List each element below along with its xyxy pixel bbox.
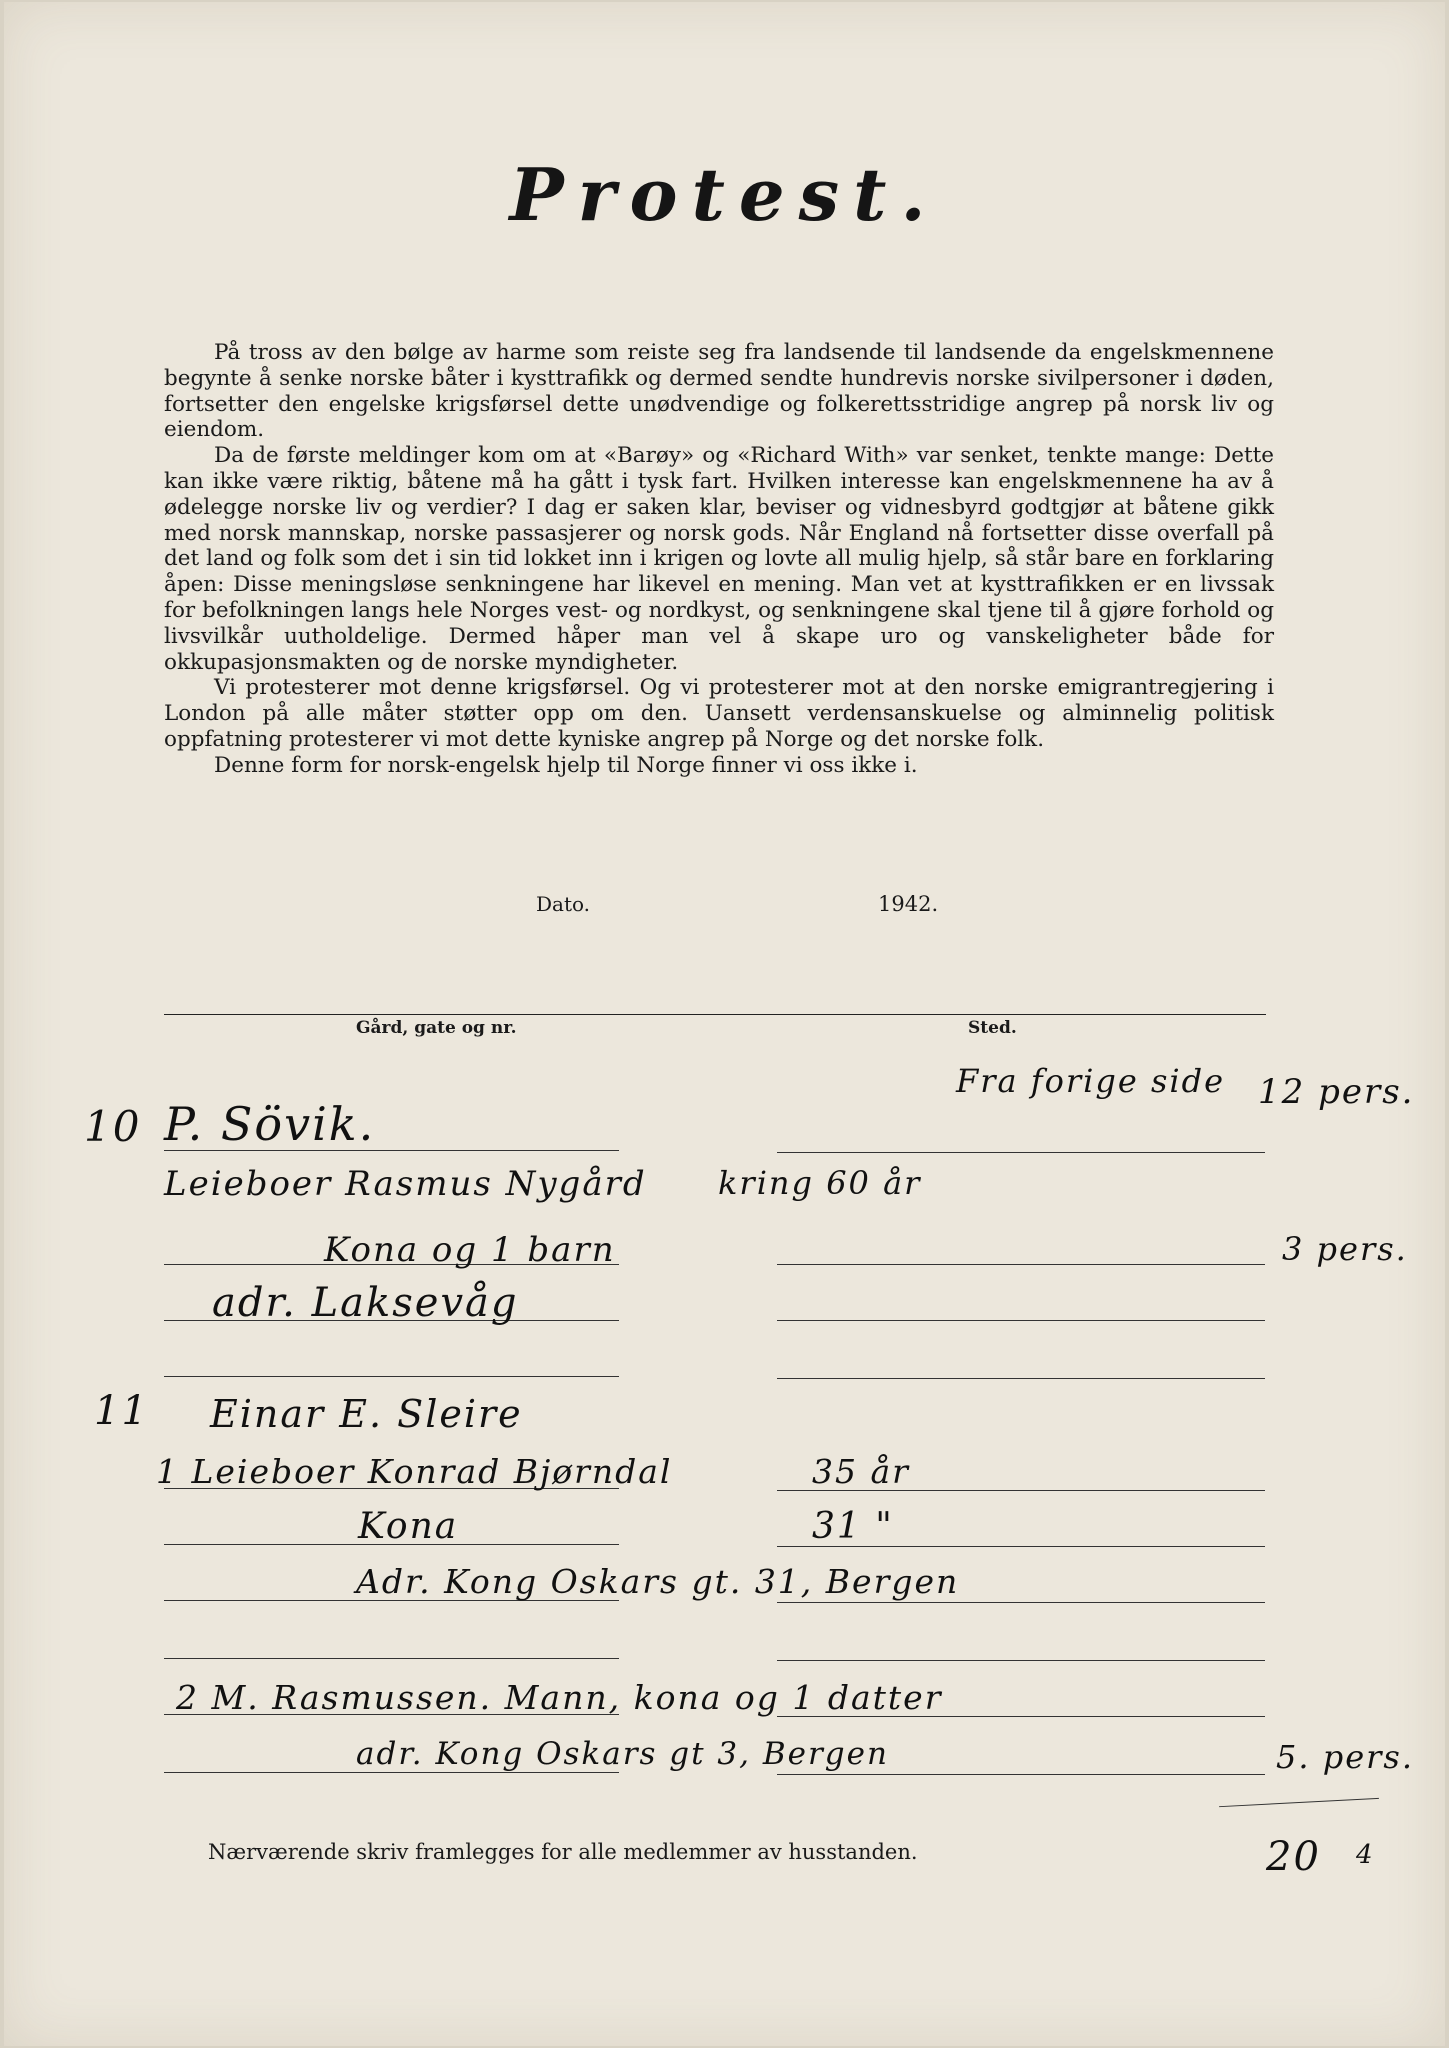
hw-tenant-11: 1 Leieboer Konrad Bjørndal: [156, 1452, 673, 1491]
hw-family-10: Kona og 1 barn: [324, 1230, 616, 1270]
date-label: Dato.: [536, 892, 591, 916]
hw-name-10: P. Sövik.: [164, 1097, 376, 1151]
hw-addr-2: adr. Kong Oskars gt 3, Bergen: [356, 1736, 889, 1772]
hw-age-11: 35 år: [812, 1452, 910, 1491]
hw-addr-10: adr. Laksevåg: [212, 1280, 519, 1326]
place-column-label: Sted.: [968, 1018, 1017, 1038]
hw-age-10: kring 60 år: [718, 1164, 922, 1202]
hw-num-11: 11: [94, 1388, 149, 1434]
hw-count-3: 5. pers.: [1276, 1738, 1415, 1776]
hw-total-sub: 4: [1356, 1840, 1375, 1870]
entry-line: [777, 1660, 1265, 1661]
document-title: Protest.: [509, 152, 940, 237]
entry-line: [777, 1378, 1265, 1379]
hw-wife-11: Kona: [358, 1506, 459, 1547]
paragraph-1: På tross av den bølge av harme som reiste seg fra landsende til landsende da engelskmennene begynte å senke norske båter i kysttrafikk og dermed sendte hundrevis norske sivilpersoner i døden, fortsetter den engelske krigsførsel dette unødvendige og folkerettsstridige angrep på norsk liv og eiendom.: [164, 340, 1274, 443]
hw-count-1: 12 pers.: [1258, 1072, 1415, 1112]
entry-line: [777, 1602, 1265, 1603]
entry-line: [777, 1152, 1265, 1153]
hw-num-10: 10: [84, 1102, 142, 1151]
document-sheet: [4, 2, 1445, 2046]
hw-name-11: Einar E. Sleire: [210, 1392, 523, 1436]
entry-line: [777, 1264, 1265, 1265]
paragraph-3: Vi protesterer mot denne krigsførsel. Og vi protesterer mot at den norske emigrantregjering i London på alle måter støtter opp om den. Uansett verdensanskuelse og alminnelig politisk oppfatning protesterer vi mot dette kyniske angrep på Norge og det norske folk.: [164, 675, 1274, 752]
entry-line: [777, 1320, 1265, 1321]
footer-note: Nærværende skriv framlegges for alle medlemmer av husstanden.: [208, 1840, 918, 1864]
hw-wife-age-11: 31 ": [812, 1506, 894, 1547]
protest-body: [164, 340, 1274, 779]
year-label: 1942.: [878, 892, 939, 916]
paragraph-2: Da de første meldinger kom om at «Barøy» og «Richard With» var senket, tenkte mange: Dette kan ikke være riktig, båtene må ha gått i tysk fart. Hvilken interesse kan engelskmennene ha av å ødelegge norske liv og verdier? I dag er saken klar, beviser og vidnesbyrd godtgjør at båtene gikk med norsk mannskap, norske passasjerer og norsk gods. Når England nå fortsetter disse overfall på det land og folk som det i sin tid lokket inn i krigen og lovte all mulig hjelp, så står bare en forklaring åpen: Disse meningsløse senkningene har likevel en mening. Man vet at kysttrafikken er en livssak for befolkningen langs hele Norges vest- og nordkyst, og senkningene skal tjene til å gjøre forhold og livsvilkår uutholdelige. Dermed håper man vel å skape uro og vanskeligheter både for okkupasjonsmakten og de norske myndigheter.: [164, 443, 1274, 675]
hw-count-2: 3 pers.: [1282, 1230, 1408, 1268]
hw-addr-11: Adr. Kong Oskars gt. 31, Bergen: [356, 1562, 960, 1601]
hw-place-note: Fra forige side: [956, 1062, 1226, 1100]
entry-line: [164, 1772, 619, 1773]
hw-tenant-2: 2 M. Rasmussen. Mann, kona og 1 datter: [176, 1678, 943, 1717]
hw-tenant-10: Leieboer Rasmus Nygård: [164, 1164, 647, 1204]
address-column-label: Gård, gate og nr.: [356, 1018, 517, 1038]
entry-line: [164, 1658, 619, 1659]
entry-line: [777, 1774, 1265, 1775]
tally-line: [1219, 1798, 1379, 1807]
paragraph-4: Denne form for norsk-engelsk hjelp til Norge finner vi oss ikke i.: [214, 752, 918, 778]
signature-top-line: [164, 1014, 1266, 1015]
entry-line: [164, 1376, 619, 1377]
hw-total: 20: [1266, 1834, 1321, 1880]
